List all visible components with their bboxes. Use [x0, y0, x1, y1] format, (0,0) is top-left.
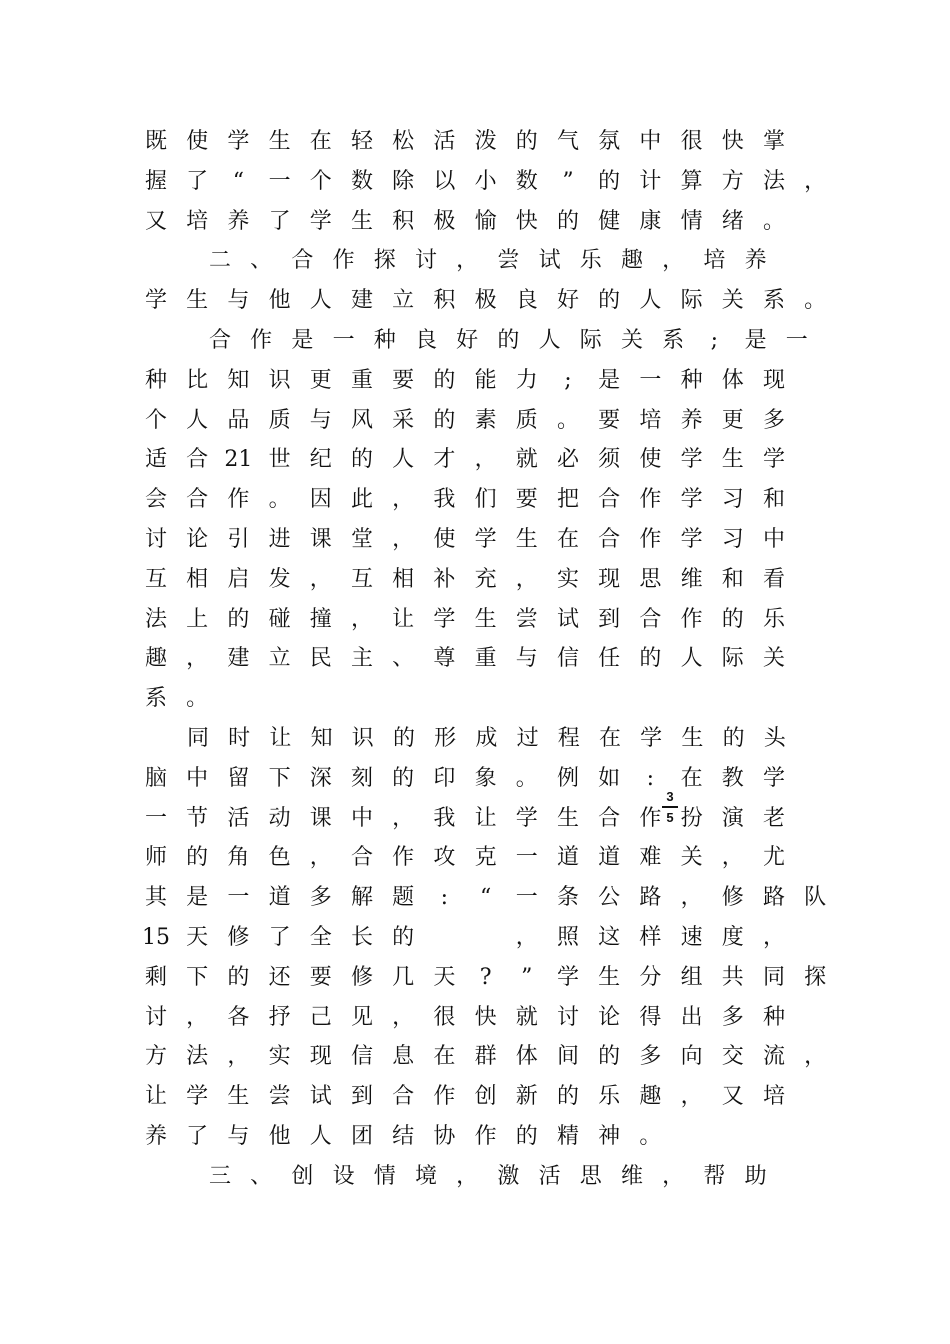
text-line: 脑 中 留 下 深 刻 的 印 象 。 例 如 : 在 教 学 — [144, 765, 785, 791]
text-line: 握 了 “ 一 个 数 除 以 小 数 ” 的 计 算 方 法 ， — [144, 168, 827, 194]
text-line: 讨 ， 各 抒 己 见 ， 很 快 就 讨 论 得 出 多 种 — [144, 1004, 785, 1030]
section-heading: 二 、 合 作 探 讨 ， 尝 试 乐 趣 ， 培 养 — [208, 248, 767, 274]
section-heading: 三 、 创 设 情 境 ， 激 活 思 维 ， 帮 助 — [208, 1163, 767, 1189]
text-line: 其 是 一 道 多 解 题 : “ 一 条 公 路 ， 修 路 队 — [144, 885, 827, 911]
fraction-numerator: 3 — [666, 788, 674, 804]
text-line: 养 了 与 他 人 团 结 协 作 的 精 神 。 — [144, 1124, 662, 1149]
text-line: 让 学 生 尝 试 到 合 作 创 新 的 乐 趣 ， 又 培 — [144, 1084, 785, 1110]
text-line: 互 相 启 发 ， 互 相 补 充 ， 实 现 思 维 和 看 — [144, 566, 785, 592]
text-line: 种 比 知 识 更 重 要 的 能 力 ; 是 一 种 体 现 — [144, 367, 785, 393]
text-line: 一 节 活 动 课 中 ， 我 让 学 生 合 作 扮 演 老 — [144, 805, 785, 831]
text-line: 学 生 与 他 人 建 立 积 极 良 好 的 人 际 关 系 。 — [144, 288, 827, 314]
text-line: 合 作 是 一 种 良 好 的 人 际 关 系 ; 是 一 — [208, 328, 808, 353]
text-line: 适 合 21 世 纪 的 人 才 ， 就 必 须 使 学 生 学 — [144, 447, 785, 473]
text-line: 同 时 让 知 识 的 形 成 过 程 在 学 生 的 头 — [186, 726, 786, 751]
text-line: 方 法 ， 实 现 信 息 在 群 体 间 的 多 向 交 流 ， — [144, 1044, 827, 1070]
text-line: 法 上 的 碰 撞 ， 让 学 生 尝 试 到 合 作 的 乐 — [144, 606, 785, 632]
text-line: 又 培 养 了 学 生 积 极 愉 快 的 健 康 情 绪 。 — [144, 208, 785, 234]
text-line: 15 天 修 了 全 长 的 ， 照 这 样 速 度 ， — [142, 925, 785, 950]
text-line: 趣 ， 建 立 民 主 、 尊 重 与 信 任 的 人 际 关 — [144, 646, 785, 672]
text-line: 个 人 品 质 与 风 采 的 素 质 。 要 培 养 更 多 — [144, 407, 785, 433]
text-line: 剩 下 的 还 要 修 几 天 ? ” 学 生 分 组 共 同 探 — [144, 964, 827, 990]
text-line: 系 。 — [144, 686, 209, 712]
fraction-bar — [662, 806, 678, 808]
text-line: 讨 论 引 进 课 堂 ， 使 学 生 在 合 作 学 习 中 — [144, 527, 785, 552]
text-line: 既 使 学 生 在 轻 松 活 泼 的 气 氛 中 很 快 掌 — [144, 129, 785, 154]
text-line: 会 合 作 。 因 此 ， 我 们 要 把 合 作 学 习 和 — [144, 487, 785, 513]
text-line: 师 的 角 色 ， 合 作 攻 克 一 道 道 难 关 ， 尤 — [144, 845, 785, 871]
fraction-denominator: 5 — [666, 809, 674, 825]
